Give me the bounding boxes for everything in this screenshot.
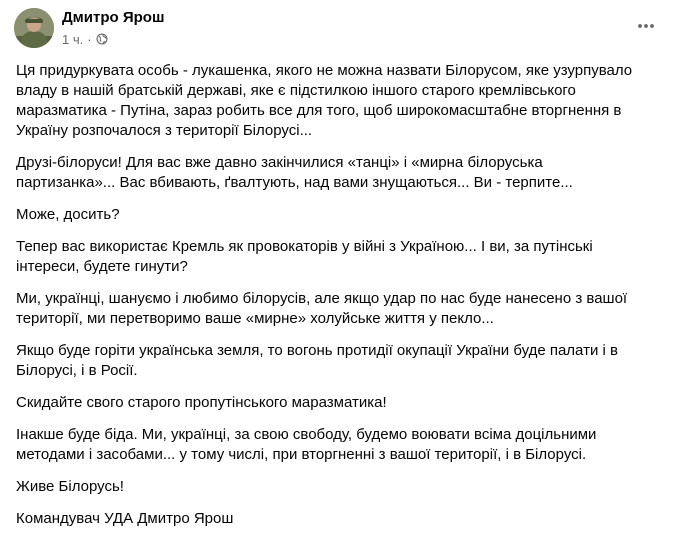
- more-horizontal-icon: [636, 16, 656, 36]
- post-meta: [62, 30, 108, 48]
- author-avatar[interactable]: [14, 8, 54, 48]
- post-timestamp[interactable]: 1 ч.: [62, 31, 84, 47]
- post-paragraph: Може, досить?: [16, 206, 120, 223]
- author-name[interactable]: Дмитро Ярош: [62, 9, 165, 26]
- meta-separator: ·: [87, 31, 92, 47]
- post-paragraph: Командувач УДА Дмитро Ярош: [16, 510, 234, 527]
- globe-icon: [96, 33, 108, 45]
- post-paragraph: Друзі-білоруси! Для вас вже давно закінчилися «танці» і «мирна білоруська партизанка»... Вас вбивають, ґвалтують, над вами знущаються... Ви - терпите...: [16, 154, 573, 191]
- post-paragraph: Інакше буде біда. Ми, українці, за свою свободу, будемо воювати всіма доцільними методами і засобами... у тому числі, при вторгненні з вашої території, і в Білорусі.: [16, 426, 597, 463]
- post-paragraph: Ми, українці, шануємо і любимо білорусів, але якщо удар по нас буде нанесено з вашої території, ми перетворимо ваше «мирне» холуйське життя у пекло...: [16, 290, 628, 327]
- post-paragraph: Якщо буде горіти українська земля, то вогонь протидії окупації України буде палати і в Білорусі, і в Росії.: [16, 342, 618, 379]
- user-avatar: [14, 8, 54, 48]
- more-options-button[interactable]: [628, 8, 664, 44]
- post-paragraph: Тепер вас використає Кремль як провокаторів у війні з Україною... І ви, за путінські інтереси, будете гинути?: [16, 238, 593, 275]
- post-paragraph: Ця придуркувата особь - лукашенка, якого не можна назвати Білорусом, яке узурпувало владу в нашій братській державі, яке є підстилкою іншого старого кремлівського маразматика - Путіна, зараз робить все для того, щоб широкомасштабне вторгнення в Україну розпочалося з території Білорусі...: [16, 62, 633, 139]
- post-paragraph: Живе Білорусь!: [16, 478, 124, 495]
- post-paragraph: Скидайте свого старого пропутінського маразматика!: [16, 394, 387, 411]
- post-body: [16, 61, 656, 541]
